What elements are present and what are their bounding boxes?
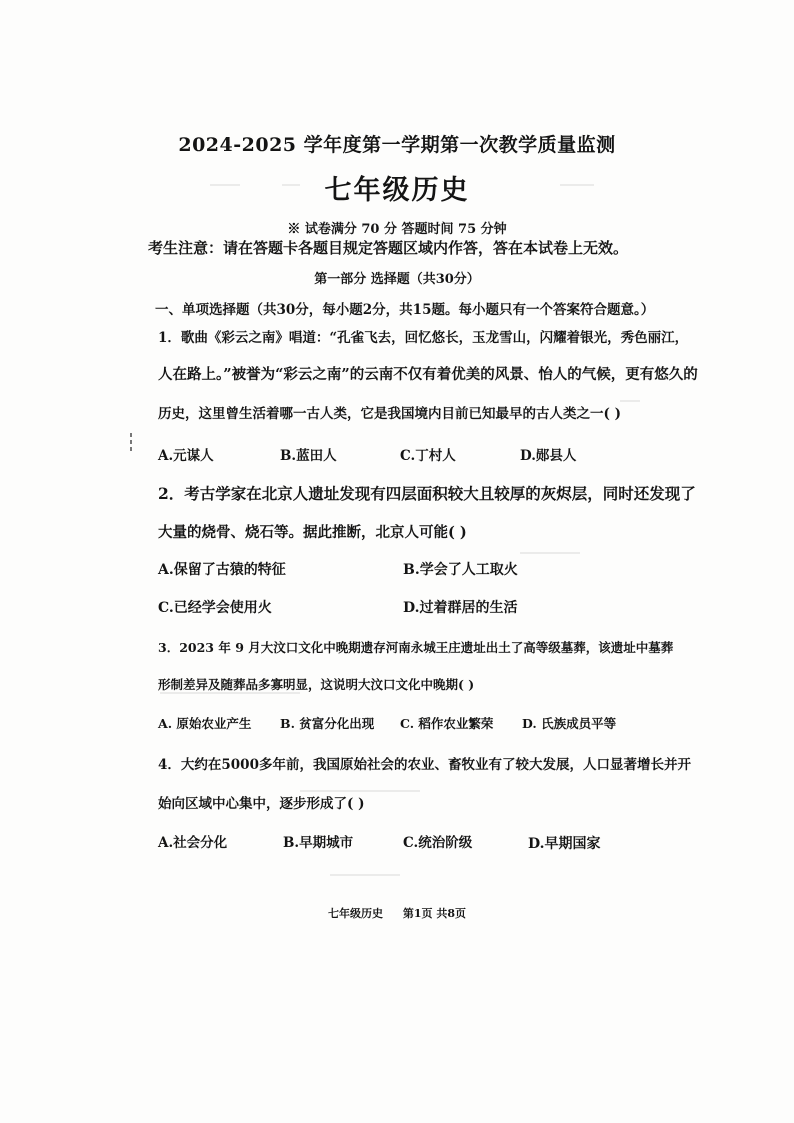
section-heading: 一、单项选择题（共30分，每小题2分，共15题。每小题只有一个答案符合题意。） — [155, 302, 655, 318]
part-heading: 第一部分 选择题（共30分） — [314, 272, 480, 287]
question-2-option-d: D.过着群居的生活 — [403, 600, 518, 616]
question-1-line-2: 人在路上。”被誉为“彩云之南”的云南不仅有着优美的风景、怡人的气候，更有悠久的 — [158, 366, 698, 383]
question-3-line-2: 形制差异及随葬品多寡明显，这说明大汶口文化中晚期( ) — [158, 677, 475, 692]
exam-info: ※ 试卷满分 70 分 答题时间 75 分钟 — [287, 222, 507, 237]
footer-page-number: 第1页 共8页 — [402, 907, 466, 920]
question-4-option-d: D.早期国家 — [528, 836, 601, 852]
question-4-option-a: A.社会分化 — [158, 835, 228, 851]
question-3-option-a: A. 原始农业产生 — [158, 716, 252, 731]
question-4-line-1: 4．大约在5000多年前，我国原始社会的农业、畜牧业有了较大发展，人口显著增长并开 — [158, 757, 691, 773]
bleed-through-mark — [520, 552, 580, 554]
question-1-line-1: 1．歌曲《彩云之南》唱道：“孔雀飞去，回忆悠长，玉龙雪山，闪耀着银光，秀色丽江， — [158, 330, 689, 346]
page-footer — [0, 905, 794, 921]
bleed-through-mark — [620, 400, 640, 402]
candidate-notice: 考生注意：请在答题卡各题目规定答题区域内作答，答在本试卷上无效。 — [148, 239, 629, 257]
margin-tick — [130, 433, 132, 437]
question-4-option-b: B.早期城市 — [283, 835, 354, 851]
question-3-option-d: D. 氏族成员平等 — [522, 716, 617, 731]
question-2-line-1: 2．考古学家在北京人遗址发现有四层面积较大且较厚的灰烬层，同时还发现了 — [158, 484, 696, 503]
question-1-option-b: B.蓝田人 — [280, 448, 337, 464]
question-2-option-a: A.保留了古猿的特征 — [158, 562, 286, 578]
question-3-option-c: C. 稻作农业繁荣 — [400, 716, 494, 731]
margin-tick — [130, 447, 132, 451]
question-3-option-b: B. 贫富分化出现 — [280, 716, 375, 731]
question-3-line-1: 3．2023 年 9 月大汶口文化中晚期遗存河南永城王庄遗址出土了高等级墓葬，该遗址中墓葬 — [158, 640, 674, 655]
footer-subject: 七年级历史 — [328, 907, 383, 920]
question-1-option-d: D.郧县人 — [520, 448, 577, 464]
question-4-line-2: 始向区域中心集中，逐步形成了( ) — [158, 796, 365, 812]
subject-title: 七年级历史 — [324, 175, 470, 206]
question-4-option-c: C.统治阶级 — [403, 835, 473, 851]
question-1-option-c: C.丁村人 — [400, 448, 456, 464]
margin-tick — [130, 440, 132, 444]
question-1-line-3: 历史，这里曾生活着哪一古人类，它是我国境内目前已知最早的古人类之一( ) — [158, 406, 621, 422]
question-2-option-b: B.学会了人工取火 — [403, 562, 518, 578]
bleed-through-mark — [330, 874, 400, 876]
question-2-option-c: C.已经学会使用火 — [158, 600, 272, 616]
exam-title: 2024-2025 学年度第一学期第一次教学质量监测 — [178, 134, 616, 156]
question-1-option-a: A.元谋人 — [158, 448, 214, 464]
question-2-line-2: 大量的烧骨、烧石等。据此推断，北京人可能( ) — [158, 524, 467, 541]
